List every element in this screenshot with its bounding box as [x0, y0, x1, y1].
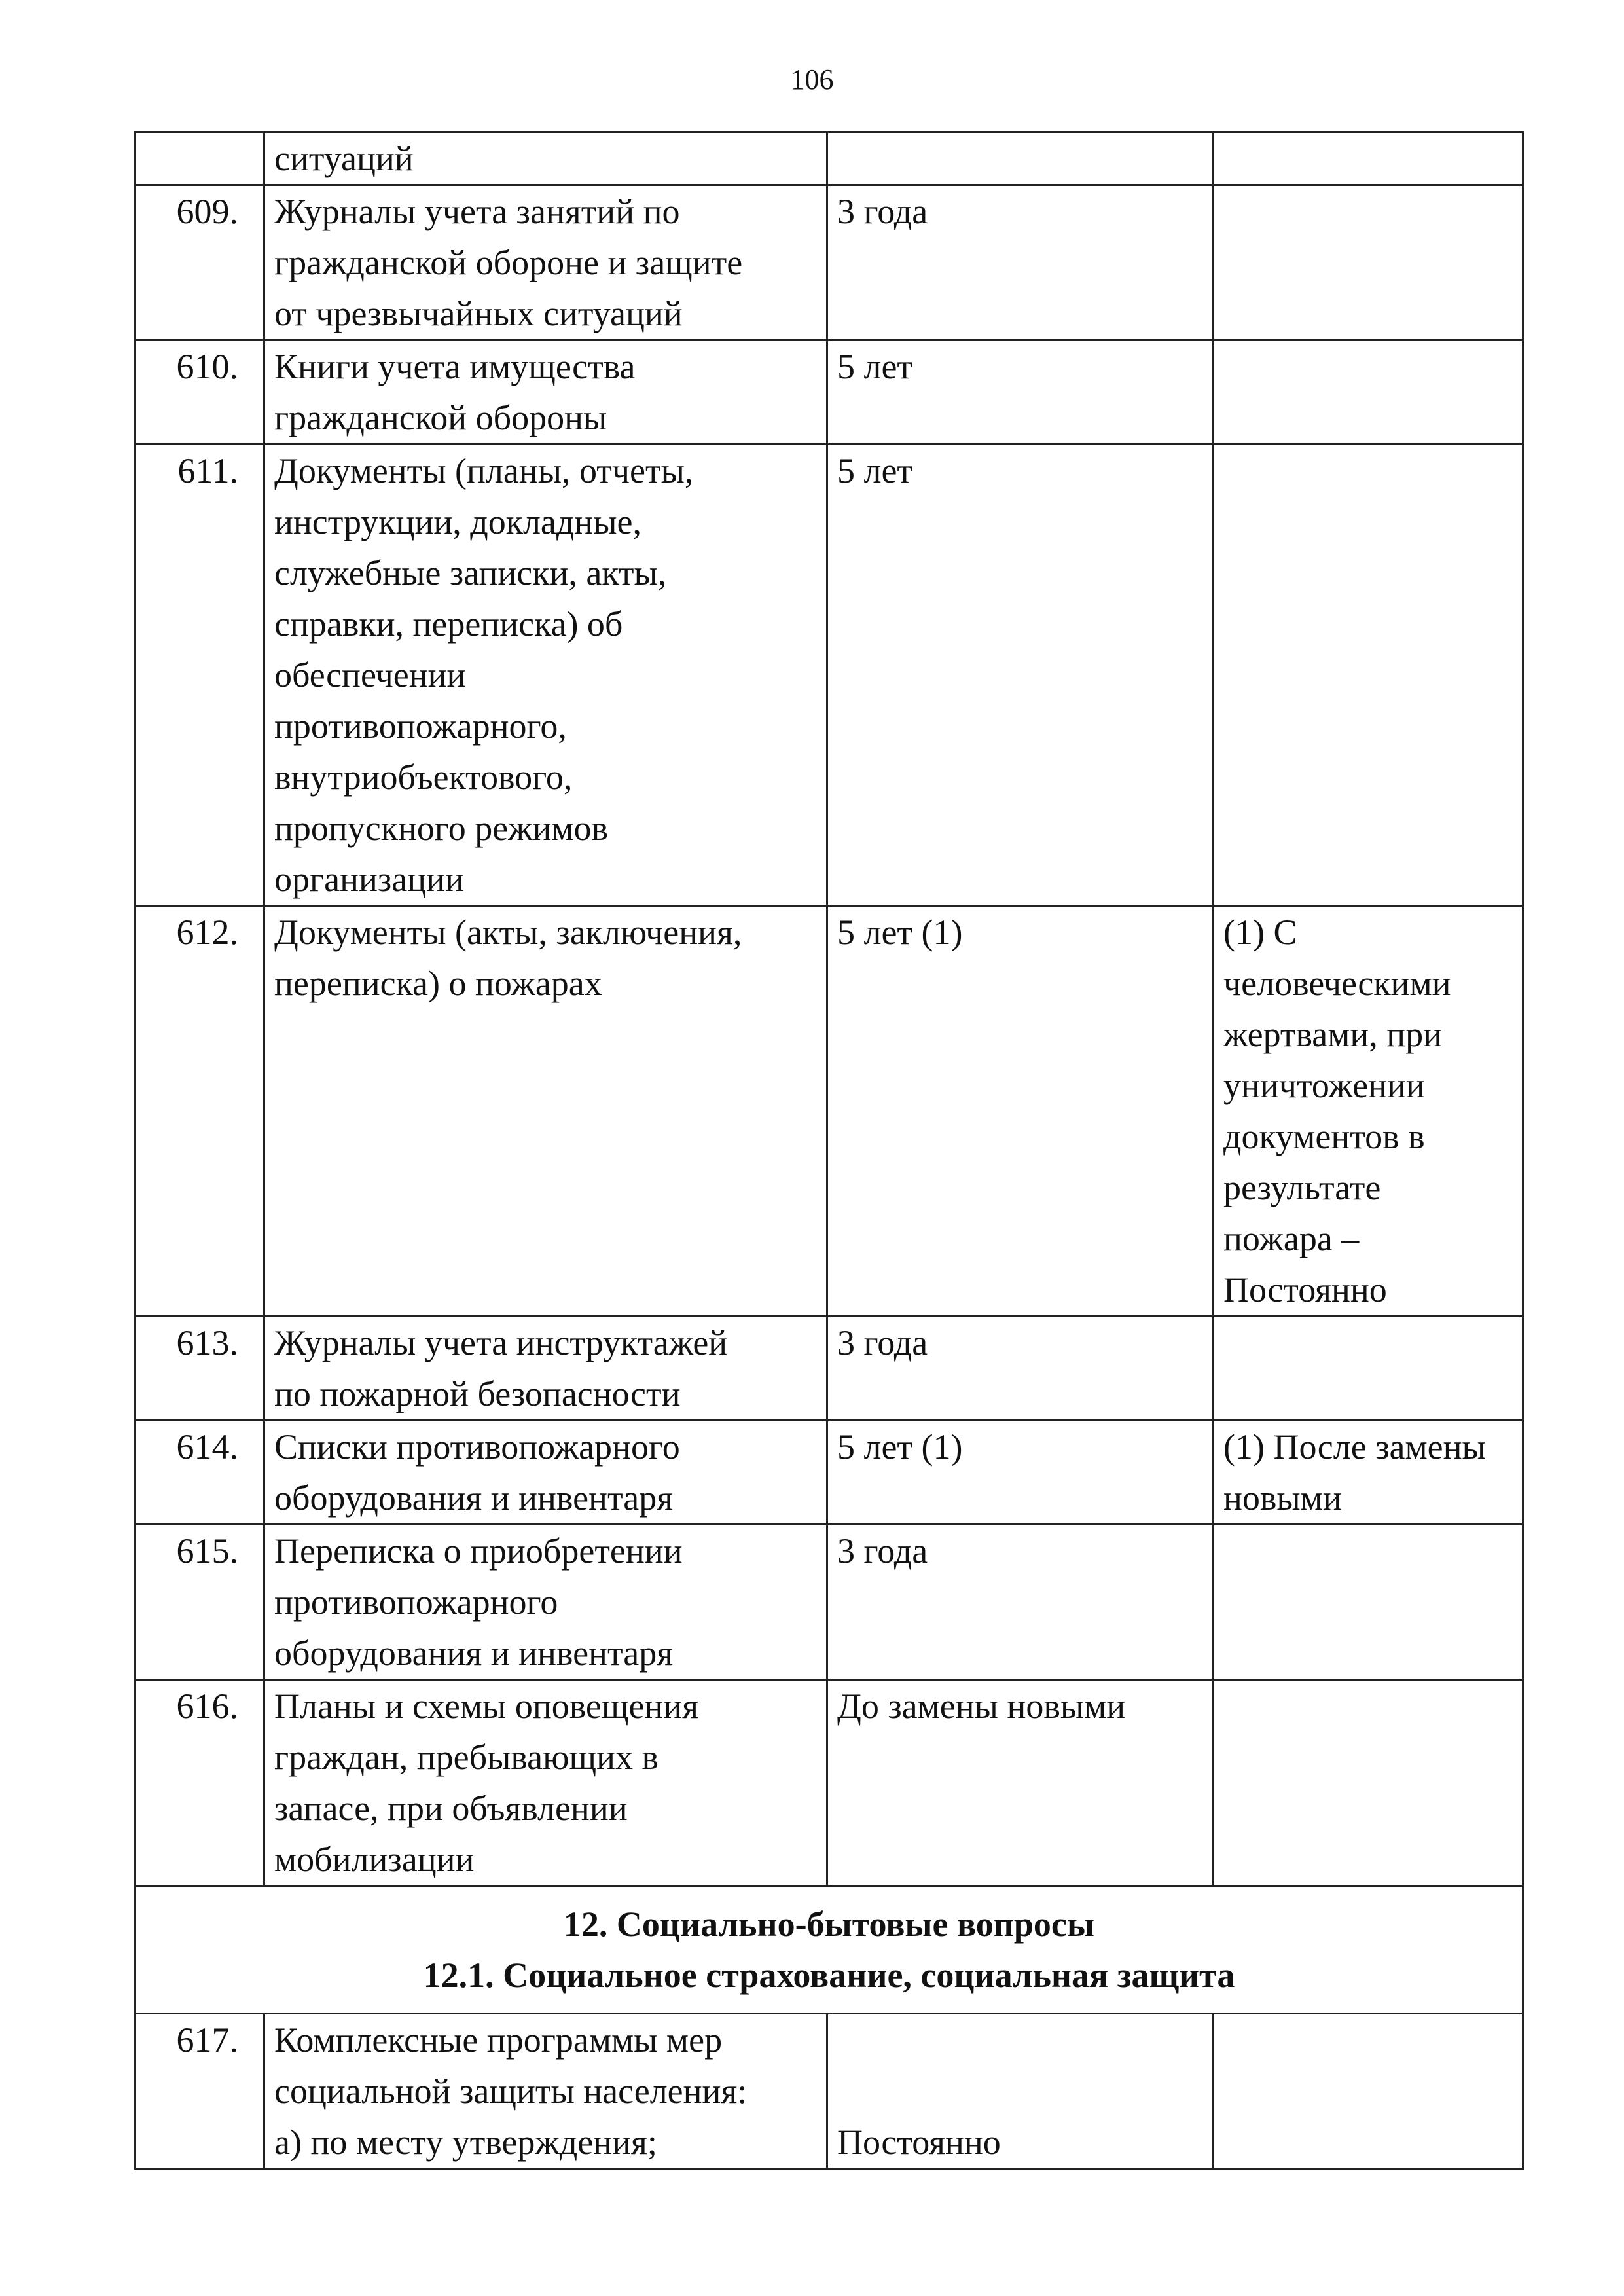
row-term: 3 года [827, 1525, 1214, 1680]
row-note [1214, 906, 1523, 1317]
row-title [264, 1317, 827, 1421]
row-title-line: от чрезвычайных ситуаций [274, 294, 683, 333]
row-number: 616. [135, 1680, 264, 1886]
table-row [135, 185, 1523, 340]
table-row [135, 340, 1523, 445]
row-title-line: служебные записки, акты, [274, 553, 667, 592]
section-heading-row [135, 1886, 1523, 2014]
row-title-line: Комплексные программы мер [274, 2020, 723, 2060]
row-title-line: Книги учета имущества [274, 347, 636, 386]
row-note [1214, 445, 1523, 906]
row-title-line: Журналы учета занятий по [274, 192, 680, 231]
row-term: 5 лет [827, 340, 1214, 445]
table-row [135, 2014, 1523, 2169]
row-title-line: Списки противопожарного [274, 1427, 680, 1467]
row-title-line: ситуаций [274, 139, 414, 178]
table-row [135, 445, 1523, 906]
row-note-line: новыми [1223, 1478, 1342, 1518]
row-title-line: Журналы учета инструктажей [274, 1323, 728, 1362]
section-heading: 12. Социально-бытовые вопросы [563, 1904, 1095, 1944]
row-note [1214, 1525, 1523, 1680]
row-title-line: Документы (планы, отчеты, [274, 451, 694, 490]
row-number [135, 132, 264, 185]
table-row [135, 1525, 1523, 1680]
row-note-line: (1) С [1223, 913, 1297, 952]
row-number: 612. [135, 906, 264, 1317]
table-row [135, 1680, 1523, 1886]
section-heading-cell [135, 1886, 1523, 2014]
row-term-value: Постоянно [837, 2123, 1001, 2162]
row-title-line: запасе, при объявлении [274, 1789, 628, 1828]
row-term: 5 лет (1) [827, 1421, 1214, 1525]
row-title-line: Планы и схемы оповещения [274, 1686, 699, 1726]
retention-table [134, 131, 1524, 2170]
row-note-line: результате [1223, 1168, 1381, 1207]
row-note-line: пожара – [1223, 1219, 1360, 1258]
row-title-line: социальной защиты населения: [274, 2071, 748, 2111]
row-title-line: мобилизации [274, 1840, 475, 1879]
row-title-line: граждан, пребывающих в [274, 1738, 659, 1777]
row-term: 3 года [827, 185, 1214, 340]
row-title-line: Переписка о приобретении [274, 1531, 683, 1571]
section-subheading: 12.1. Социальное страхование, социальная защита [423, 1956, 1235, 1995]
row-note-line: жертвами, при [1223, 1015, 1443, 1054]
row-number: 615. [135, 1525, 264, 1680]
row-title-line: инструкции, докладные, [274, 502, 641, 541]
row-note [1214, 1317, 1523, 1421]
table-row [135, 1317, 1523, 1421]
row-term [827, 132, 1214, 185]
row-title [264, 2014, 827, 2169]
row-number: 609. [135, 185, 264, 340]
row-title-line: оборудования и инвентаря [274, 1633, 674, 1673]
row-note-line: человеческими [1223, 964, 1451, 1003]
row-title [264, 445, 827, 906]
row-number: 613. [135, 1317, 264, 1421]
row-number: 614. [135, 1421, 264, 1525]
row-title-line: Документы (акты, заключения, [274, 913, 742, 952]
row-title-line: гражданской обороны [274, 398, 607, 437]
row-title-line: оборудования и инвентаря [274, 1478, 674, 1518]
row-title-line: гражданской обороне и защите [274, 243, 743, 282]
row-title-line: по пожарной безопасности [274, 1374, 681, 1413]
row-title-line: а) по месту утверждения; [274, 2123, 657, 2162]
row-number: 611. [135, 445, 264, 906]
table-row [135, 132, 1523, 185]
row-title-line: противопожарного [274, 1582, 558, 1622]
row-title-line: справки, переписка) об [274, 604, 623, 644]
page-number: 106 [790, 64, 834, 96]
row-term [827, 2014, 1214, 2169]
row-title-line: организации [274, 860, 464, 899]
table-row [135, 906, 1523, 1317]
row-number: 617. [135, 2014, 264, 2169]
row-title [264, 1525, 827, 1680]
row-term: 5 лет (1) [827, 906, 1214, 1317]
row-title [264, 340, 827, 445]
row-note-line: уничтожении [1223, 1066, 1425, 1105]
row-title [264, 132, 827, 185]
row-title [264, 906, 827, 1317]
row-title [264, 185, 827, 340]
row-title-line: пропускного режимов [274, 809, 609, 848]
row-note-line: документов в [1223, 1117, 1425, 1156]
row-note-line: (1) После замены [1223, 1427, 1486, 1467]
row-note [1214, 2014, 1523, 2169]
row-title-line: противопожарного, [274, 706, 567, 746]
row-note-line: Постоянно [1223, 1270, 1387, 1309]
row-note [1214, 1680, 1523, 1886]
row-note [1214, 132, 1523, 185]
row-title-line: переписка) о пожарах [274, 964, 602, 1003]
row-title-line: внутриобъектового, [274, 757, 573, 797]
row-number: 610. [135, 340, 264, 445]
row-term: До замены новыми [827, 1680, 1214, 1886]
row-title [264, 1680, 827, 1886]
row-note [1214, 185, 1523, 340]
row-title-line: обеспечении [274, 655, 466, 695]
row-note [1214, 340, 1523, 445]
table-row [135, 1421, 1523, 1525]
row-note [1214, 1421, 1523, 1525]
row-term: 5 лет [827, 445, 1214, 906]
row-title [264, 1421, 827, 1525]
row-term: 3 года [827, 1317, 1214, 1421]
